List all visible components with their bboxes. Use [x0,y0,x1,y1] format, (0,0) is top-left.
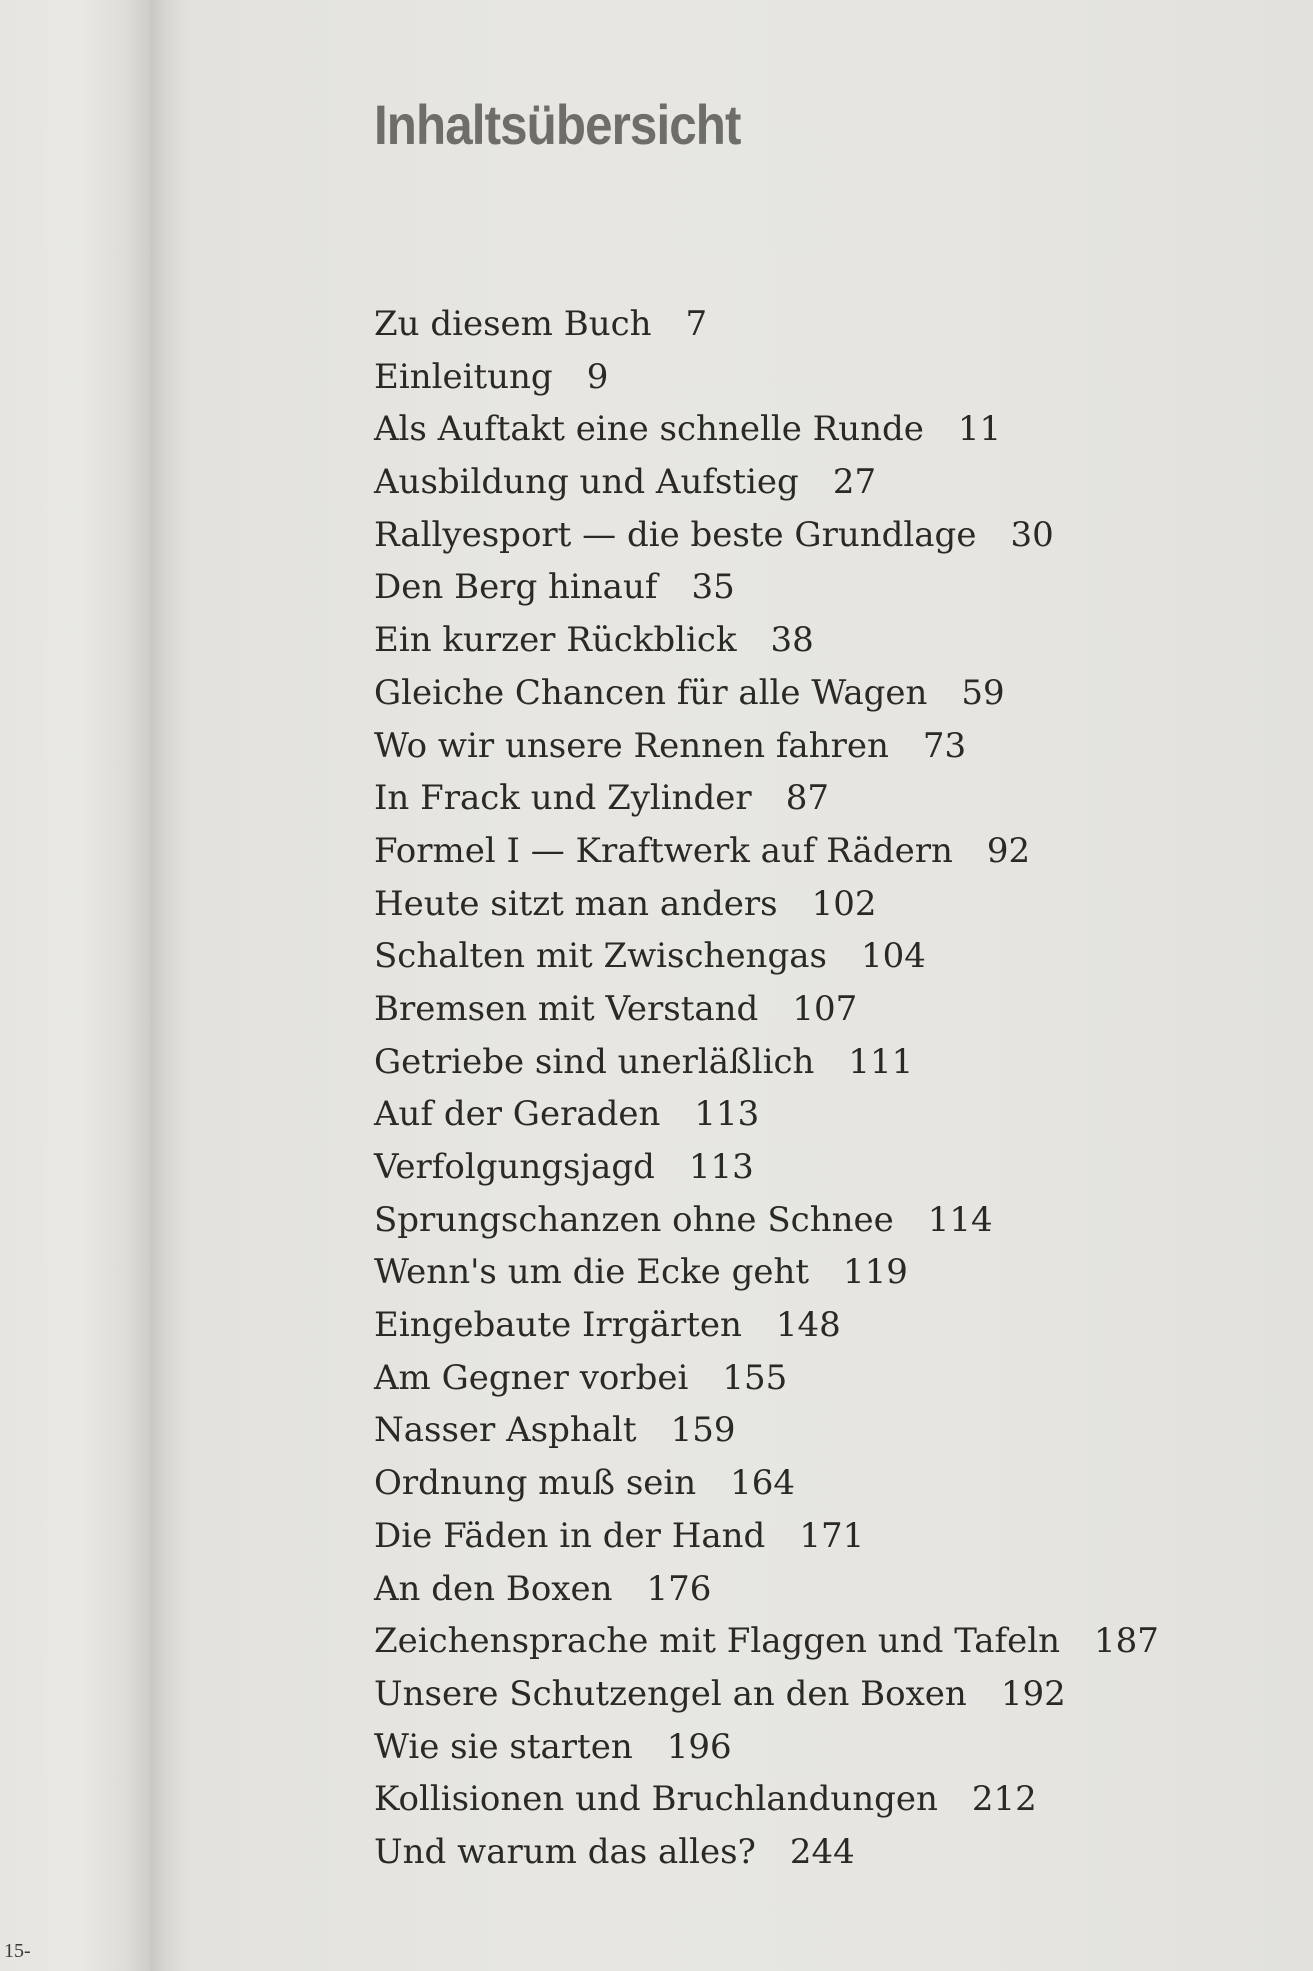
toc-entry-page-number: 187 [1094,1621,1159,1662]
toc-entry [374,614,1159,667]
toc-entry-page-number: 59 [961,672,1005,713]
toc-entry-title: Schalten mit Zwischengas [374,936,827,977]
toc-entry-page-number: 176 [646,1568,712,1609]
toc-entry-title: Auf der Geraden [374,1094,661,1135]
toc-title: Inhaltsübersicht [374,93,741,156]
toc-entry-page-number: 114 [927,1199,993,1240]
toc-entry-page-number: 9 [586,356,609,397]
toc-list [374,298,1159,1879]
toc-entry [374,351,1159,404]
toc-entry [374,403,1159,456]
toc-entry-page-number: 11 [957,409,1002,450]
toc-entry [374,1826,1159,1879]
toc-entry-title: Den Berg hinauf [374,567,658,608]
toc-entry-page-number: 159 [670,1410,736,1451]
toc-entry [374,561,1159,614]
toc-entry-title: Rallyesport — die beste Grundlage [374,514,977,555]
toc-entry [374,509,1159,562]
toc-entry [374,878,1159,931]
toc-entry-page-number: 196 [666,1726,732,1767]
toc-entry [374,1668,1159,1721]
toc-entry-page-number: 192 [1000,1673,1066,1714]
toc-entry-page-number: 7 [685,304,708,344]
toc-entry [374,298,1159,351]
toc-entry-title: Einleitung [374,356,553,397]
toc-entry-page-number: 164 [730,1463,796,1504]
toc-entry-page-number: 30 [1010,514,1054,555]
toc-entry-page-number: 113 [694,1094,760,1135]
toc-entry-title: Formel I — Kraftwerk auf Rädern [374,830,953,871]
toc-entry [374,930,1159,983]
toc-entry-title: Ordnung muß sein [374,1463,697,1504]
toc-entry [374,1773,1159,1826]
toc-entry-title: Bremsen mit Verstand [374,988,759,1029]
toc-entry [374,1246,1159,1299]
toc-entry-title: Verfolgungsjagd [374,1147,655,1187]
toc-entry [374,772,1159,825]
toc-entry-title: Wenn's um die Ecke geht [374,1252,810,1293]
toc-entry-title: Wo wir unsere Rennen fahren [374,725,889,766]
toc-entry [374,825,1159,878]
toc-entry [374,1510,1159,1563]
toc-entry-title: Am Gegner vorbei [374,1357,689,1398]
toc-entry-title: Zeichensprache mit Flaggen und Tafeln [374,1621,1061,1662]
toc-entry [374,1299,1159,1352]
toc-entry-title: Sprungschanzen ohne Schnee [374,1199,894,1240]
toc-entry [374,720,1159,773]
toc-entry-page-number: 111 [848,1041,914,1082]
toc-entry [374,983,1159,1036]
toc-entry-title: In Frack und Zylinder [374,778,752,819]
toc-entry-title: Als Auftakt eine schnelle Runde [374,409,924,450]
toc-entry-title: Und warum das alles? [374,1831,756,1872]
book-gutter [150,0,190,1971]
toc-entry-page-number: 171 [799,1515,865,1556]
toc-entry-title: Ausbildung und Aufstieg [374,462,799,503]
toc-entry [374,667,1159,720]
left-page-margin-mark: 15- [4,1940,31,1962]
toc-entry-title: Zu diesem Buch [374,304,652,344]
toc-entry-title: Ein kurzer Rückblick [374,620,737,661]
toc-entry [374,1563,1159,1616]
toc-entry [374,456,1159,509]
toc-entry-title: An den Boxen [374,1568,613,1609]
toc-entry-page-number: 73 [922,725,967,766]
toc-entry-page-number: 119 [843,1252,908,1293]
toc-entry [374,1615,1159,1668]
toc-entry [374,1088,1159,1141]
toc-entry [374,1404,1159,1457]
toc-entry [374,1721,1159,1774]
toc-entry [374,1194,1159,1247]
toc-entry [374,1141,1159,1194]
toc-entry-title: Eingebaute Irrgärten [374,1305,742,1346]
toc-entry-title: Getriebe sind unerläßlich [374,1041,815,1082]
toc-entry-page-number: 92 [986,830,1031,871]
toc-entry-title: Kollisionen und Bruchlandungen [374,1779,938,1820]
toc-entry-page-number: 155 [722,1357,788,1398]
toc-entry-title: Wie sie starten [374,1726,633,1767]
toc-entry-page-number: 27 [832,462,877,503]
toc-entry [374,1352,1159,1405]
toc-entry-page-number: 212 [971,1779,1037,1820]
toc-entry-page-number: 107 [792,988,858,1029]
toc-entry [374,1457,1159,1510]
toc-entry-page-number: 244 [789,1831,855,1872]
toc-entry-page-number: 104 [860,936,926,977]
toc-entry-title: Gleiche Chancen für alle Wagen [374,672,928,713]
toc-entry-title: Nasser Asphalt [374,1410,637,1451]
toc-entry-page-number: 87 [785,778,829,819]
toc-entry-page-number: 102 [811,883,877,924]
toc-entry-page-number: 35 [691,567,735,608]
toc-entry-page-number: 38 [770,620,814,661]
toc-entry-title: Die Fäden in der Hand [374,1515,766,1556]
toc-entry-title: Heute sitzt man anders [374,883,778,924]
left-page [0,0,150,1971]
toc-entry [374,1036,1159,1089]
toc-entry-page-number: 113 [688,1147,754,1187]
toc-entry-page-number: 148 [775,1305,841,1346]
toc-entry-title: Unsere Schutzengel an den Boxen [374,1673,967,1714]
